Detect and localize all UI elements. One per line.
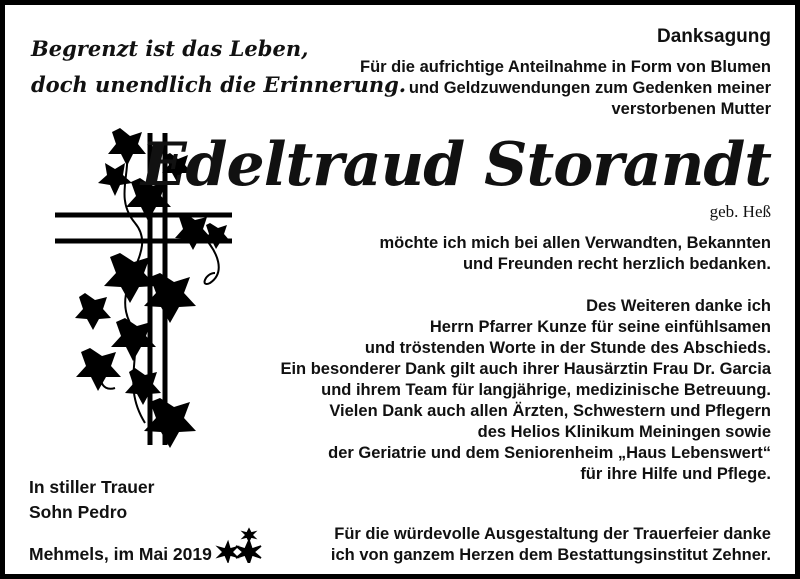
thanks-line: möchte ich mich bei allen Verwandten, Bekannten <box>379 234 771 252</box>
thanks-line: Ein besonderer Dank gilt auch ihrer Hausärztin Frau Dr. Garcia <box>280 360 771 378</box>
thanks-line: Des Weiteren danke ich <box>586 297 771 315</box>
motto <box>31 31 407 103</box>
motto-line-1: Begrenzt ist das Leben, <box>31 36 309 61</box>
thanks-special <box>280 296 771 485</box>
thanks-line: und ihrem Team für langjährige, medizinische Betreuung. <box>321 381 771 399</box>
thanks-line: für ihre Hilfe und Pflege. <box>580 465 771 483</box>
thanks-line: ich von ganzem Herzen dem Bestattungsinstitut Zehner. <box>330 546 771 564</box>
heading: Danksagung <box>656 26 771 47</box>
thanks-line: und tröstenden Worte in der Stunde des Abschieds. <box>364 339 771 357</box>
thanks-line: Vielen Dank auch allen Ärzten, Schwestern und Pflegern <box>329 402 771 420</box>
thanks-line: Für die würdevolle Ausgestaltung der Trauerfeier danke <box>334 525 771 543</box>
intro-line: verstorbenen Mutter <box>611 100 771 118</box>
thanks-line: und Freunden recht herzlich bedanken. <box>462 255 771 273</box>
mourners-line-1: In stiller Trauer <box>29 477 155 497</box>
thanks-line: Herrn Pfarrer Kunze für seine einfühlsamen <box>429 318 771 336</box>
motto-line-2: doch unendlich die Erinnerung. <box>31 72 407 97</box>
mourners-line-2: Sohn Pedro <box>29 502 128 522</box>
intro-line: und Geldzuwendungen zum Gedenken meiner <box>408 79 771 97</box>
birth-name: geb. Heß <box>709 202 771 221</box>
flower-flourish-icon <box>215 525 265 563</box>
mourners <box>29 475 154 525</box>
thanks-general <box>379 233 771 275</box>
place-date: Mehmels, im Mai 2019 <box>29 544 212 564</box>
thanks-funeral <box>331 524 771 566</box>
deceased-name: Edeltraud Storandt <box>140 130 771 200</box>
thanks-line: des Helios Klinikum Meiningen sowie <box>477 423 771 441</box>
thanks-line: der Geriatrie und dem Seniorenheim „Haus Lebenswert“ <box>328 444 771 462</box>
intro-line: Für die aufrichtige Anteilnahme in Form von Blumen <box>359 58 771 76</box>
intro-text <box>360 57 771 120</box>
